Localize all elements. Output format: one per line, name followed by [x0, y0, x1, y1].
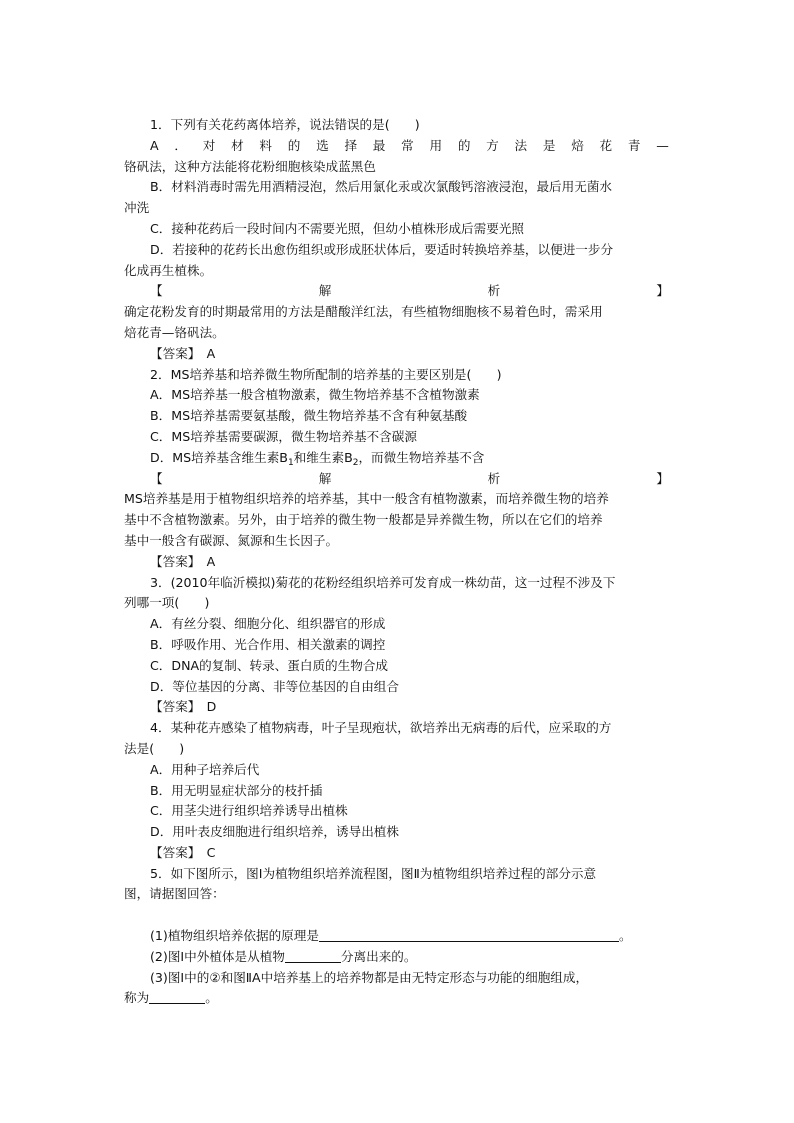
q1-answer: 【答案】 A: [150, 345, 216, 361]
q1-analysis-header: [124, 281, 669, 302]
q1-option-d-line1: D．若接种的花药长出愈伤组织或形成胚状体后，要适时转换培养基，以便进一步分: [150, 241, 614, 257]
q1-option-a-char: 花: [599, 137, 613, 153]
q1-option-b-line1: B．材料消毒时需先用酒精浸泡，然后用氯化汞或次氯酸钙溶液浸泡，最后用无菌水: [150, 179, 613, 195]
q4-option-b: B．用无明显症状部分的枝扦插: [150, 782, 323, 798]
q2-option-d-sub2: 2: [352, 457, 359, 468]
q1-option-a-char: 常: [401, 137, 414, 153]
q3-option-d: D．等位基因的分离、非等位基因的自由组合: [150, 678, 399, 694]
q5-part1: [124, 926, 669, 947]
q1-analysis-char: 解: [318, 283, 332, 299]
q1-option-a-char: 法: [514, 137, 528, 153]
q1-analysis-line3: 焙花青—铬矾法。: [124, 324, 225, 340]
q2-option-d-pre: D．MS培养基含维生素B: [150, 449, 288, 465]
q5-part2-text: (2)图Ⅰ中外植体是从植物: [150, 948, 285, 964]
q1-option-c: C．接种花药后一段时间内不需要光照，但幼小植株形成后需要光照: [150, 220, 525, 236]
q1-option-a-char: 的: [457, 137, 471, 153]
q2-analysis-char: 【: [150, 470, 163, 486]
q5-part2-blank[interactable]: [285, 947, 341, 963]
q2-answer: 【答案】 A: [150, 553, 216, 569]
q1-option-a-char: —: [656, 137, 669, 153]
q2-analysis-line3: 基中不含植物激素。另外，由于培养的微生物一般都是异养微生物，所以在它们的培养: [124, 512, 603, 528]
q1-option-a-char: 焙: [571, 137, 584, 153]
q2-option-d: [124, 448, 669, 469]
q1-option-a-char: 对: [202, 137, 216, 153]
q5-stem-line1: 5．如下图所示，图Ⅰ为植物组织培养流程图，图Ⅱ为植物组织培养过程的部分示意: [150, 865, 597, 881]
q1-option-a-char: 材: [231, 137, 244, 153]
q5-figure-space: [124, 905, 669, 926]
q1-analysis-char: 】: [656, 283, 669, 299]
q3-option-a: A．有丝分裂、细胞分化、组织器官的形成: [150, 616, 386, 632]
q2-option-d-post: ，而微生物培养基不含: [358, 449, 485, 465]
q5-part1-text: (1)植物组织培养依据的原理是: [150, 928, 319, 944]
q2-analysis-char: 析: [487, 470, 501, 486]
q2-analysis-char: 】: [656, 470, 669, 486]
q1-option-a-char: 择: [344, 137, 358, 153]
q1-option-a-line2: 铬矾法，这种方法能将花粉细胞核染成蓝黑色: [124, 158, 376, 174]
worksheet: [124, 115, 669, 1009]
q1-option-a-char: 选: [316, 137, 329, 153]
q5-part3-blank[interactable]: [149, 988, 205, 1004]
q1-analysis-char: 【: [150, 283, 163, 299]
q3-option-b: B．呼吸作用、光合作用、相关激素的调控: [150, 636, 386, 652]
q2-stem: 2．MS培养基和培养微生物所配制的培养基的主要区别是( ): [150, 366, 502, 382]
q1-option-a-char: 最: [372, 137, 386, 153]
q1-option-a-char: 青: [627, 137, 641, 153]
q2-analysis-line2: MS培养基是用于植物组织培养的培养基，其中一般含有植物激素，而培养微生物的培养: [124, 491, 609, 507]
q4-stem-line2: 法是( ): [124, 740, 185, 756]
q3-option-c: C．DNA的复制、转录、蛋白质的生物合成: [150, 657, 389, 673]
q2-analysis-char: 解: [318, 470, 332, 486]
q5-part1-blank[interactable]: [319, 926, 619, 942]
q5-part3-text: 称为: [124, 990, 150, 1006]
q5-part1-end: 。: [618, 928, 632, 944]
q5-stem-line2: 图，请据图回答：: [124, 886, 225, 902]
q2-option-b: B．MS培养基需要氨基酸，微生物培养基不含有种氨基酸: [150, 408, 468, 424]
q1-option-a-char: ．: [174, 137, 187, 153]
q1-analysis-char: 析: [487, 283, 501, 299]
q1-option-b-line2: 冲洗: [124, 200, 150, 216]
q1-option-a-char: 是: [542, 137, 556, 153]
q3-stem-line1: 3．(2010年临沂模拟)菊花的花粉经组织培养可发育成一株幼苗，这一过程不涉及下: [150, 574, 616, 590]
q2-option-d-sub1: 1: [287, 457, 294, 468]
q4-answer: 【答案】 C: [150, 844, 216, 860]
q5-part3-line1: (3)图Ⅰ中的②和图ⅡA中培养基上的培养物都是由无特定形态与功能的细胞组成，: [150, 969, 589, 985]
q4-option-d: D．用叶表皮细胞进行组织培养，诱导出植株: [150, 824, 399, 840]
q4-option-a: A．用种子培养后代: [150, 761, 260, 777]
q1-option-d-line2: 化成再生植株。: [124, 262, 213, 278]
q1-option-a-char: 方: [486, 137, 499, 153]
q2-analysis-header: [124, 469, 669, 490]
q3-stem-line2: 列哪一项( ): [124, 595, 210, 611]
q2-option-d-mid: 和维生素B: [293, 449, 353, 465]
q1-stem: 1．下列有关花药离体培养，说法错误的是( ): [150, 117, 420, 132]
q2-option-c: C．MS培养基需要碳源，微生物培养基不含碳源: [150, 428, 417, 444]
q4-stem-line1: 4．某种花卉感染了植物病毒，叶子呈现疱状，欲培养出无病毒的后代，应采取的方: [150, 720, 612, 736]
q5-part2: [124, 947, 669, 968]
q1-option-a-char: 料: [259, 137, 272, 153]
q1-option-a-char: 用: [429, 137, 443, 153]
q1-option-a-char: A: [150, 137, 159, 153]
q5-part3-end: 。: [205, 990, 218, 1006]
q1-analysis-line2: 确定花粉发育的时期最常用的方法是醋酸洋红法，有些植物细胞核不易着色时，需采用: [124, 304, 603, 320]
q1-option-a-line1: [124, 136, 669, 157]
q2-analysis-line4: 基中一般含有碳源、氮源和生长因子。: [124, 532, 339, 548]
q4-option-c: C．用茎尖进行组织培养诱导出植株: [150, 803, 348, 819]
q3-answer: 【答案】 D: [150, 699, 217, 715]
q5-part3-line2: [124, 988, 669, 1009]
q5-part2-end: 分离出来的。: [340, 948, 417, 964]
q2-option-a: A．MS培养基一般含植物激素，微生物培养基不含植物激素: [150, 387, 480, 403]
q1-option-a-char: 的: [287, 137, 301, 153]
